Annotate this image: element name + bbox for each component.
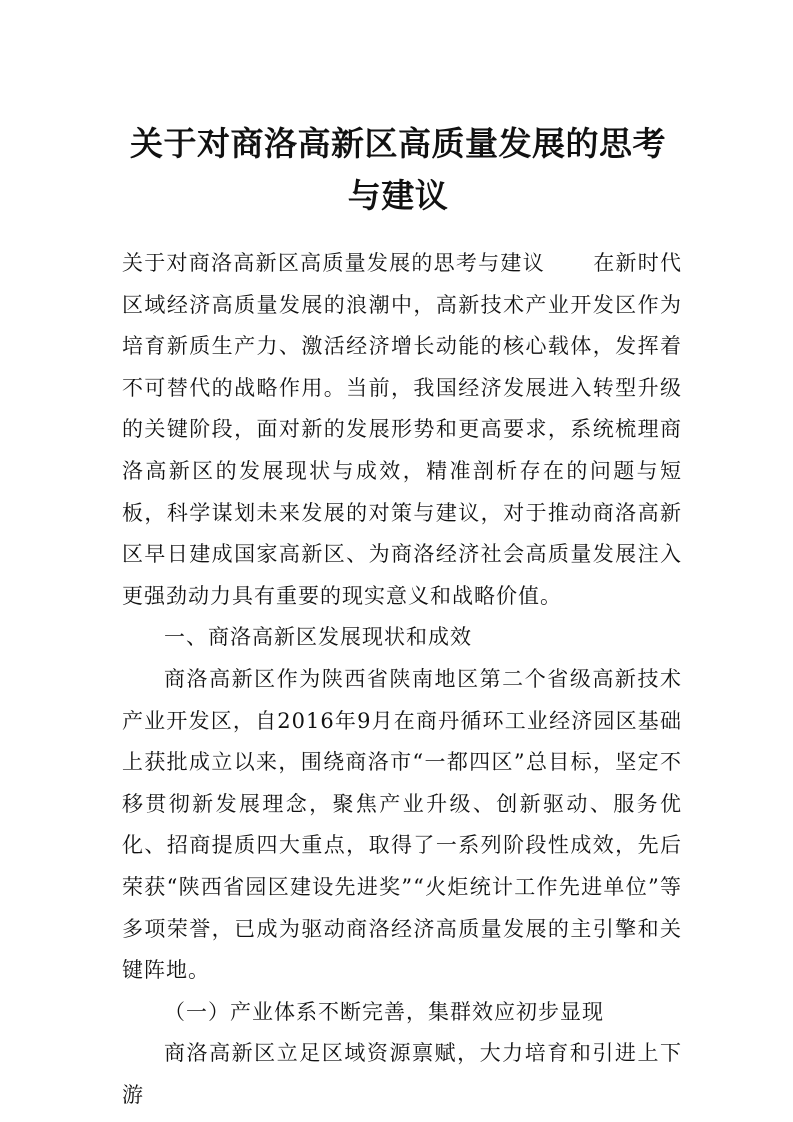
section-heading-1-1: （一）产业体系不断完善，集群效应初步显现: [164, 999, 604, 1024]
document-title: 关于对商洛高新区高质量发展的思考与建议: [130, 124, 666, 215]
intro-body-text: 在新时代区域经济高质量发展的浪潮中，高新技术产业开发区作为培育新质生产力、激活经济增长动能的核心载体，发挥着不可替代的战略作用。当前，我国经济发展进入转型升级的关键阶段，面对新的发展形势和更高要求，系统梳理商洛高新区的发展现状与成效，精准剖析存在的问题与短板，科学谋划未来发展的对策与建议，对于推动商洛高新区早日建成国家高新区、为商洛经济社会高质量发展注入更强劲动力具有重要的现实意义和战略价值。: [122, 251, 683, 608]
document-body: [122, 243, 682, 1116]
section-1-paragraph: 商洛高新区作为陕西省陕南地区第二个省级高新技术产业开发区，自2016年9月在商丹循环工业经济园区基础上获批成立以来，围绕商洛市“一都四区”总目标，坚定不移贯彻新发展理念，聚焦产业升级、创新驱动、服务优化、招商提质四大重点，取得了一系列阶段性成效，先后荣获“陕西省园区建设先进奖”“火炬统计工作先进单位”等多项荣誉，已成为驱动商洛经济高质量发展的主引擎和关键阵地。: [122, 666, 682, 983]
intro-lead-text: 关于对商洛高新区高质量发展的思考与建议: [122, 251, 545, 275]
section-heading-1: 一、商洛高新区发展现状和成效: [164, 625, 472, 650]
intro-paragraph: [122, 243, 682, 617]
section-1-1-paragraph: 商洛高新区立足区域资源禀赋，大力培育和引进上下游: [122, 1041, 682, 1107]
